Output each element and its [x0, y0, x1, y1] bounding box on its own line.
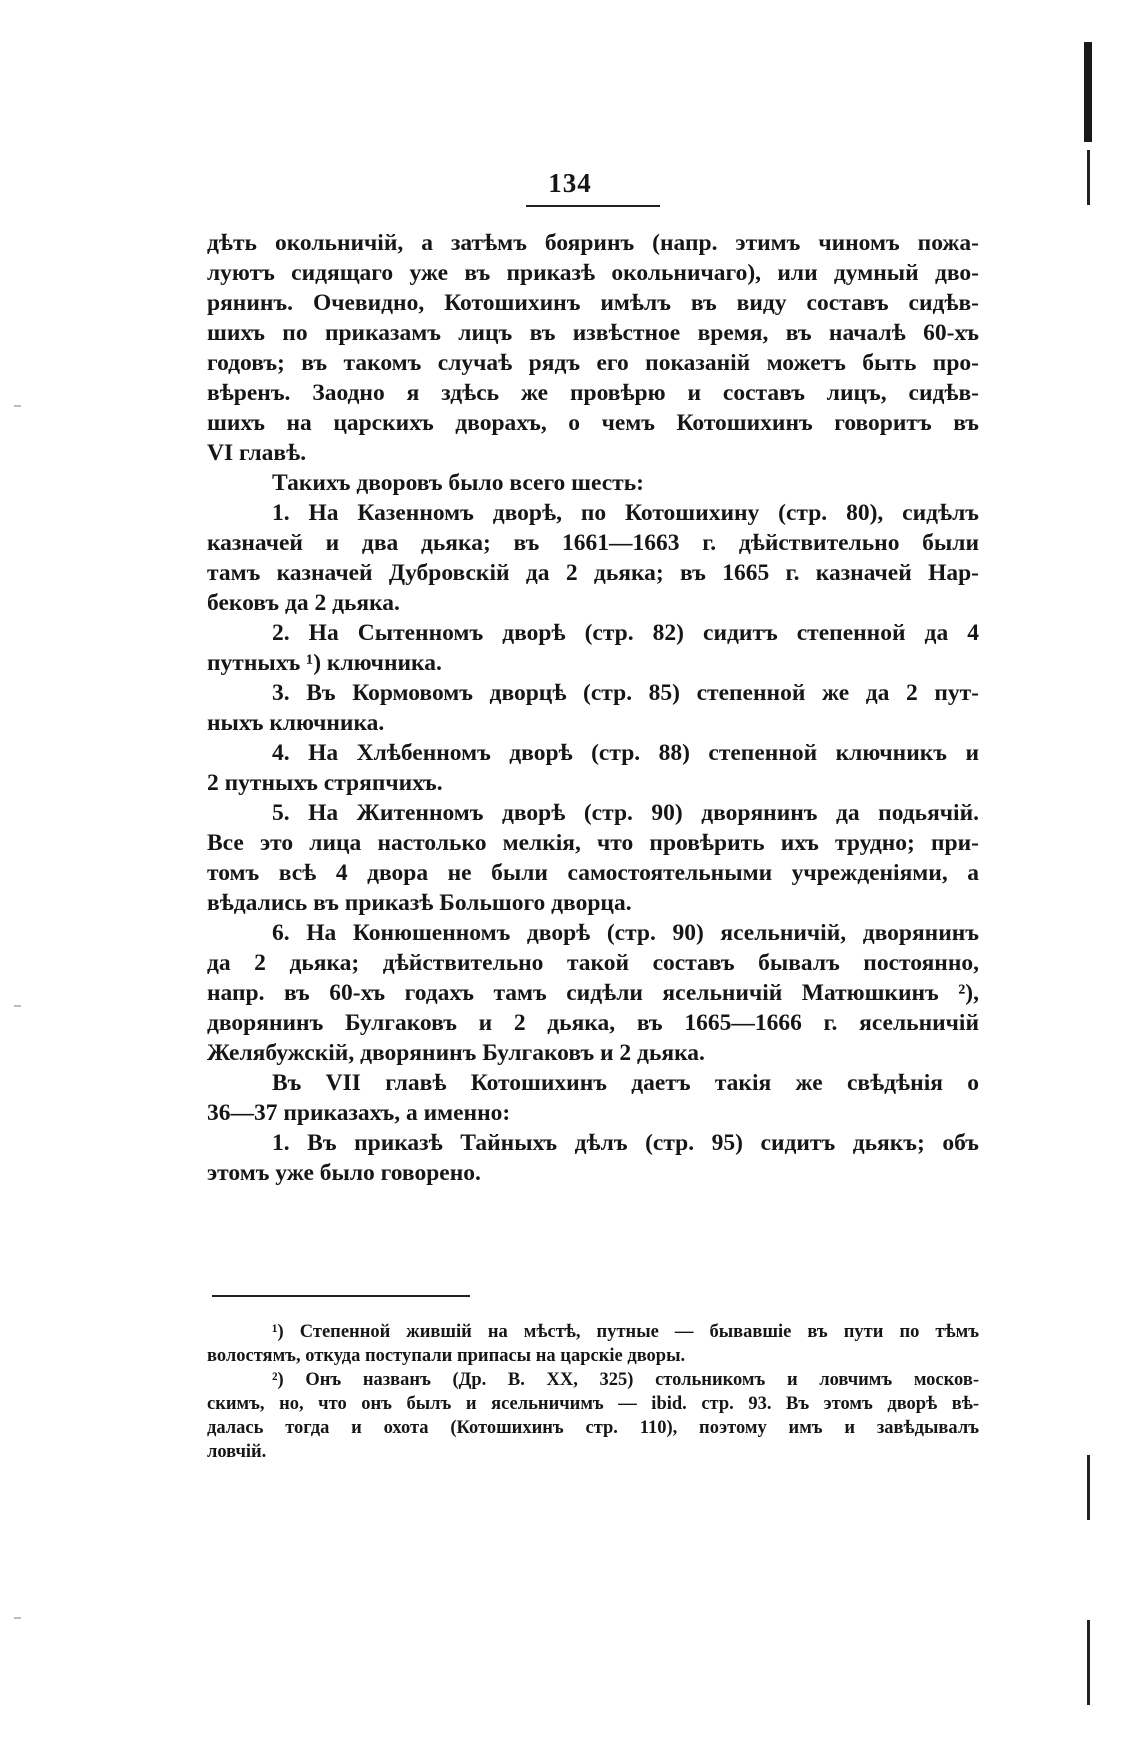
text-line: Такихъ дворовъ было всего шесть: — [272, 470, 644, 496]
scan-edge-line — [1087, 1620, 1090, 1705]
text-line: 3. Въ Кормовомъ дворцѣ (стр. 85) степенной же да 2 пут- — [272, 680, 979, 706]
text-line: напр. въ 60-хъ годахъ тамъ сидѣли ясельничій Матюшкинъ ²), — [207, 980, 979, 1006]
footnote-rule — [212, 1295, 470, 1297]
text-line: тамъ казначей Дубровскій да 2 дьяка; въ 1665 г. казначей Нар- — [207, 560, 979, 586]
text-line: VI главѣ. — [207, 440, 307, 466]
header-rule — [526, 205, 660, 207]
page-number: 134 — [548, 168, 592, 198]
footnote-line: ²) Онъ названъ (Др. В. XX, 325) стольникомъ и ловчимъ москов- — [272, 1370, 979, 1390]
text-line: 2. На Сытенномъ дворѣ (стр. 82) сидитъ степенной да 4 — [272, 620, 979, 646]
text-line: 36—37 приказахъ, а именно: — [207, 1100, 511, 1126]
text-line: рянинъ. Очевидно, Котошихинъ имѣлъ въ виду составъ сидѣв- — [207, 290, 979, 316]
text-line: дворянинъ Булгаковъ и 2 дьяка, въ 1665—1666 г. ясельничій — [207, 1010, 979, 1036]
text-line: Все это лица настолько мелкія, что провѣрить ихъ трудно; при- — [207, 830, 979, 856]
text-line: ныхъ ключника. — [207, 710, 385, 736]
text-line: Желябужскій, дворянинъ Булгаковъ и 2 дьяка. — [207, 1040, 705, 1066]
scan-margin-mark — [14, 405, 21, 407]
text-line: бековъ да 2 дьяка. — [207, 590, 400, 616]
footnote-line: ¹) Степенной жившій на мѣстѣ, путные — бывавшіе въ пути по тѣмъ — [272, 1322, 979, 1342]
text-line: да 2 дьяка; дѣйствительно такой составъ бывалъ постоянно, — [207, 950, 979, 976]
text-line: шихъ на царскихъ дворахъ, о чемъ Котошихинъ говоритъ въ — [207, 410, 979, 436]
page-header — [0, 168, 1140, 199]
text-line: шихъ по приказамъ лицъ въ извѣстное время, въ началѣ 60-хъ — [207, 320, 979, 346]
footnote-line: далась тогда и охота (Котошихинъ стр. 110), поэтому имъ и завѣдывалъ — [207, 1418, 979, 1438]
text-line: 2 путныхъ стряпчихъ. — [207, 770, 443, 796]
scan-margin-mark — [14, 1005, 21, 1007]
text-line: 1. На Казенномъ дворѣ, по Котошихину (стр. 80), сидѣлъ — [272, 500, 979, 526]
text-line: вѣдались въ приказѣ Большого дворца. — [207, 890, 632, 916]
scan-margin-mark — [14, 1617, 21, 1619]
text-line: казначей и два дьяка; въ 1661—1663 г. дѣйствительно были — [207, 530, 979, 556]
text-line: луютъ сидящаго уже въ приказѣ окольничаго), или думный дво- — [207, 260, 979, 286]
footnote-line: ловчій. — [207, 1442, 267, 1462]
scan-edge-line — [1087, 1455, 1090, 1520]
text-line: Въ VII главѣ Котошихинъ даетъ такія же свѣдѣнія о — [272, 1070, 979, 1096]
text-line: путныхъ ¹) ключника. — [207, 650, 442, 676]
text-line: томъ всѣ 4 двора не были самостоятельными учрежденіями, а — [207, 860, 979, 886]
text-line: 1. Въ приказѣ Тайныхъ дѣлъ (стр. 95) сидитъ дьякъ; объ — [272, 1130, 979, 1156]
text-line: 4. На Хлѣбенномъ дворѣ (стр. 88) степенной ключникъ и — [272, 740, 979, 766]
scan-edge-artifact — [1084, 42, 1092, 142]
text-line: этомъ уже было говорено. — [207, 1160, 481, 1186]
text-line: 6. На Конюшенномъ дворѣ (стр. 90) ясельничій, дворянинъ — [272, 920, 979, 946]
footnotes — [207, 1320, 979, 1464]
text-line: дѣть окольничій, а затѣмъ бояринъ (напр. этимъ чиномъ пожа- — [207, 230, 979, 256]
text-line: вѣренъ. Заодно я здѣсь же провѣрю и составъ лицъ, сидѣв- — [207, 380, 979, 406]
text-line: годовъ; въ такомъ случаѣ рядъ его показаній можетъ быть про- — [207, 350, 979, 376]
text-line: 5. На Житенномъ дворѣ (стр. 90) дворянинъ да подьячій. — [272, 800, 979, 826]
footnote-line: волостямъ, откуда поступали припасы на царскіе дворы. — [207, 1346, 686, 1366]
footnote-line: скимъ, но, что онъ былъ и ясельничимъ — ibid. стр. 93. Въ этомъ дворѣ вѣ- — [207, 1394, 979, 1414]
main-text — [207, 228, 979, 1188]
